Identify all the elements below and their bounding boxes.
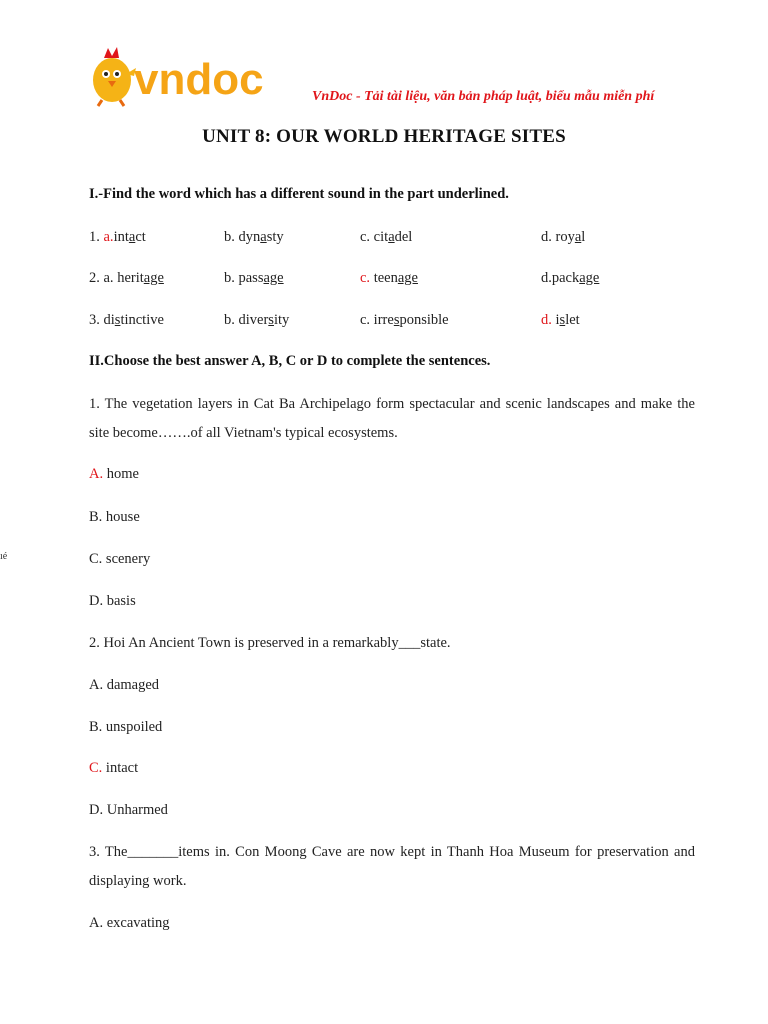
q2-option-a: A. damaged [89, 677, 160, 693]
question-3: 3. The_______items in. Con Moong Cave are now kept in Thanh Hoa Museum for preservation and displaying work. [89, 844, 695, 889]
s1-row1-d: d. royal [541, 229, 586, 245]
header-tagline: VnDoc - Tải tài liệu, văn bản pháp luật, biểu mẫu miễn phí [312, 89, 655, 104]
section-1-heading: I.-Find the word which has a different sound in the part underlined. [89, 186, 509, 202]
q2-option-b: B. unspoiled [89, 719, 163, 735]
s1-row2-a: 2. a. heritage [89, 270, 164, 286]
page-title: UNIT 8: OUR WORLD HERITAGE SITES [202, 126, 566, 147]
s1-row2-c: c. teenage [360, 270, 418, 286]
s1-row3-d: d. islet [541, 312, 580, 328]
s1-row2-b: b. passage [224, 270, 284, 286]
s1-row1-a: 1. a.intact [89, 229, 146, 245]
q2-option-c: C. intact [89, 760, 139, 776]
q1-option-a: A. home [89, 466, 139, 482]
s1-row3-b: b. diversity [224, 312, 290, 328]
q2-option-d: D. Unharmed [89, 802, 168, 818]
question-1: 1. The vegetation layers in Cat Ba Archipelago form spectacular and scenic landscapes and make the site become…….of all Vietnam's typical ecosystems. [89, 396, 695, 441]
question-2: 2. Hoi An Ancient Town is preserved in a remarkably___state. [89, 635, 451, 651]
s1-row3-a: 3. distinctive [89, 312, 164, 328]
vndoc-logo [90, 44, 300, 108]
margin-mark: ıé [0, 551, 8, 562]
logo-wordmark: vndoc [134, 55, 264, 104]
q1-option-b: B. house [89, 509, 140, 525]
s1-row2-d: d.package [541, 270, 600, 286]
section-2-heading: II.Choose the best answer A, B, C or D to complete the sentences. [89, 353, 491, 369]
s1-row1-b: b. dynasty [224, 229, 284, 245]
s1-row3-c: c. irresponsible [360, 312, 449, 328]
q3-option-a: A. excavating [89, 915, 170, 931]
q1-option-c: C. scenery [89, 551, 151, 567]
q1-option-d: D. basis [89, 593, 136, 609]
s1-row1-c: c. citadel [360, 229, 413, 245]
